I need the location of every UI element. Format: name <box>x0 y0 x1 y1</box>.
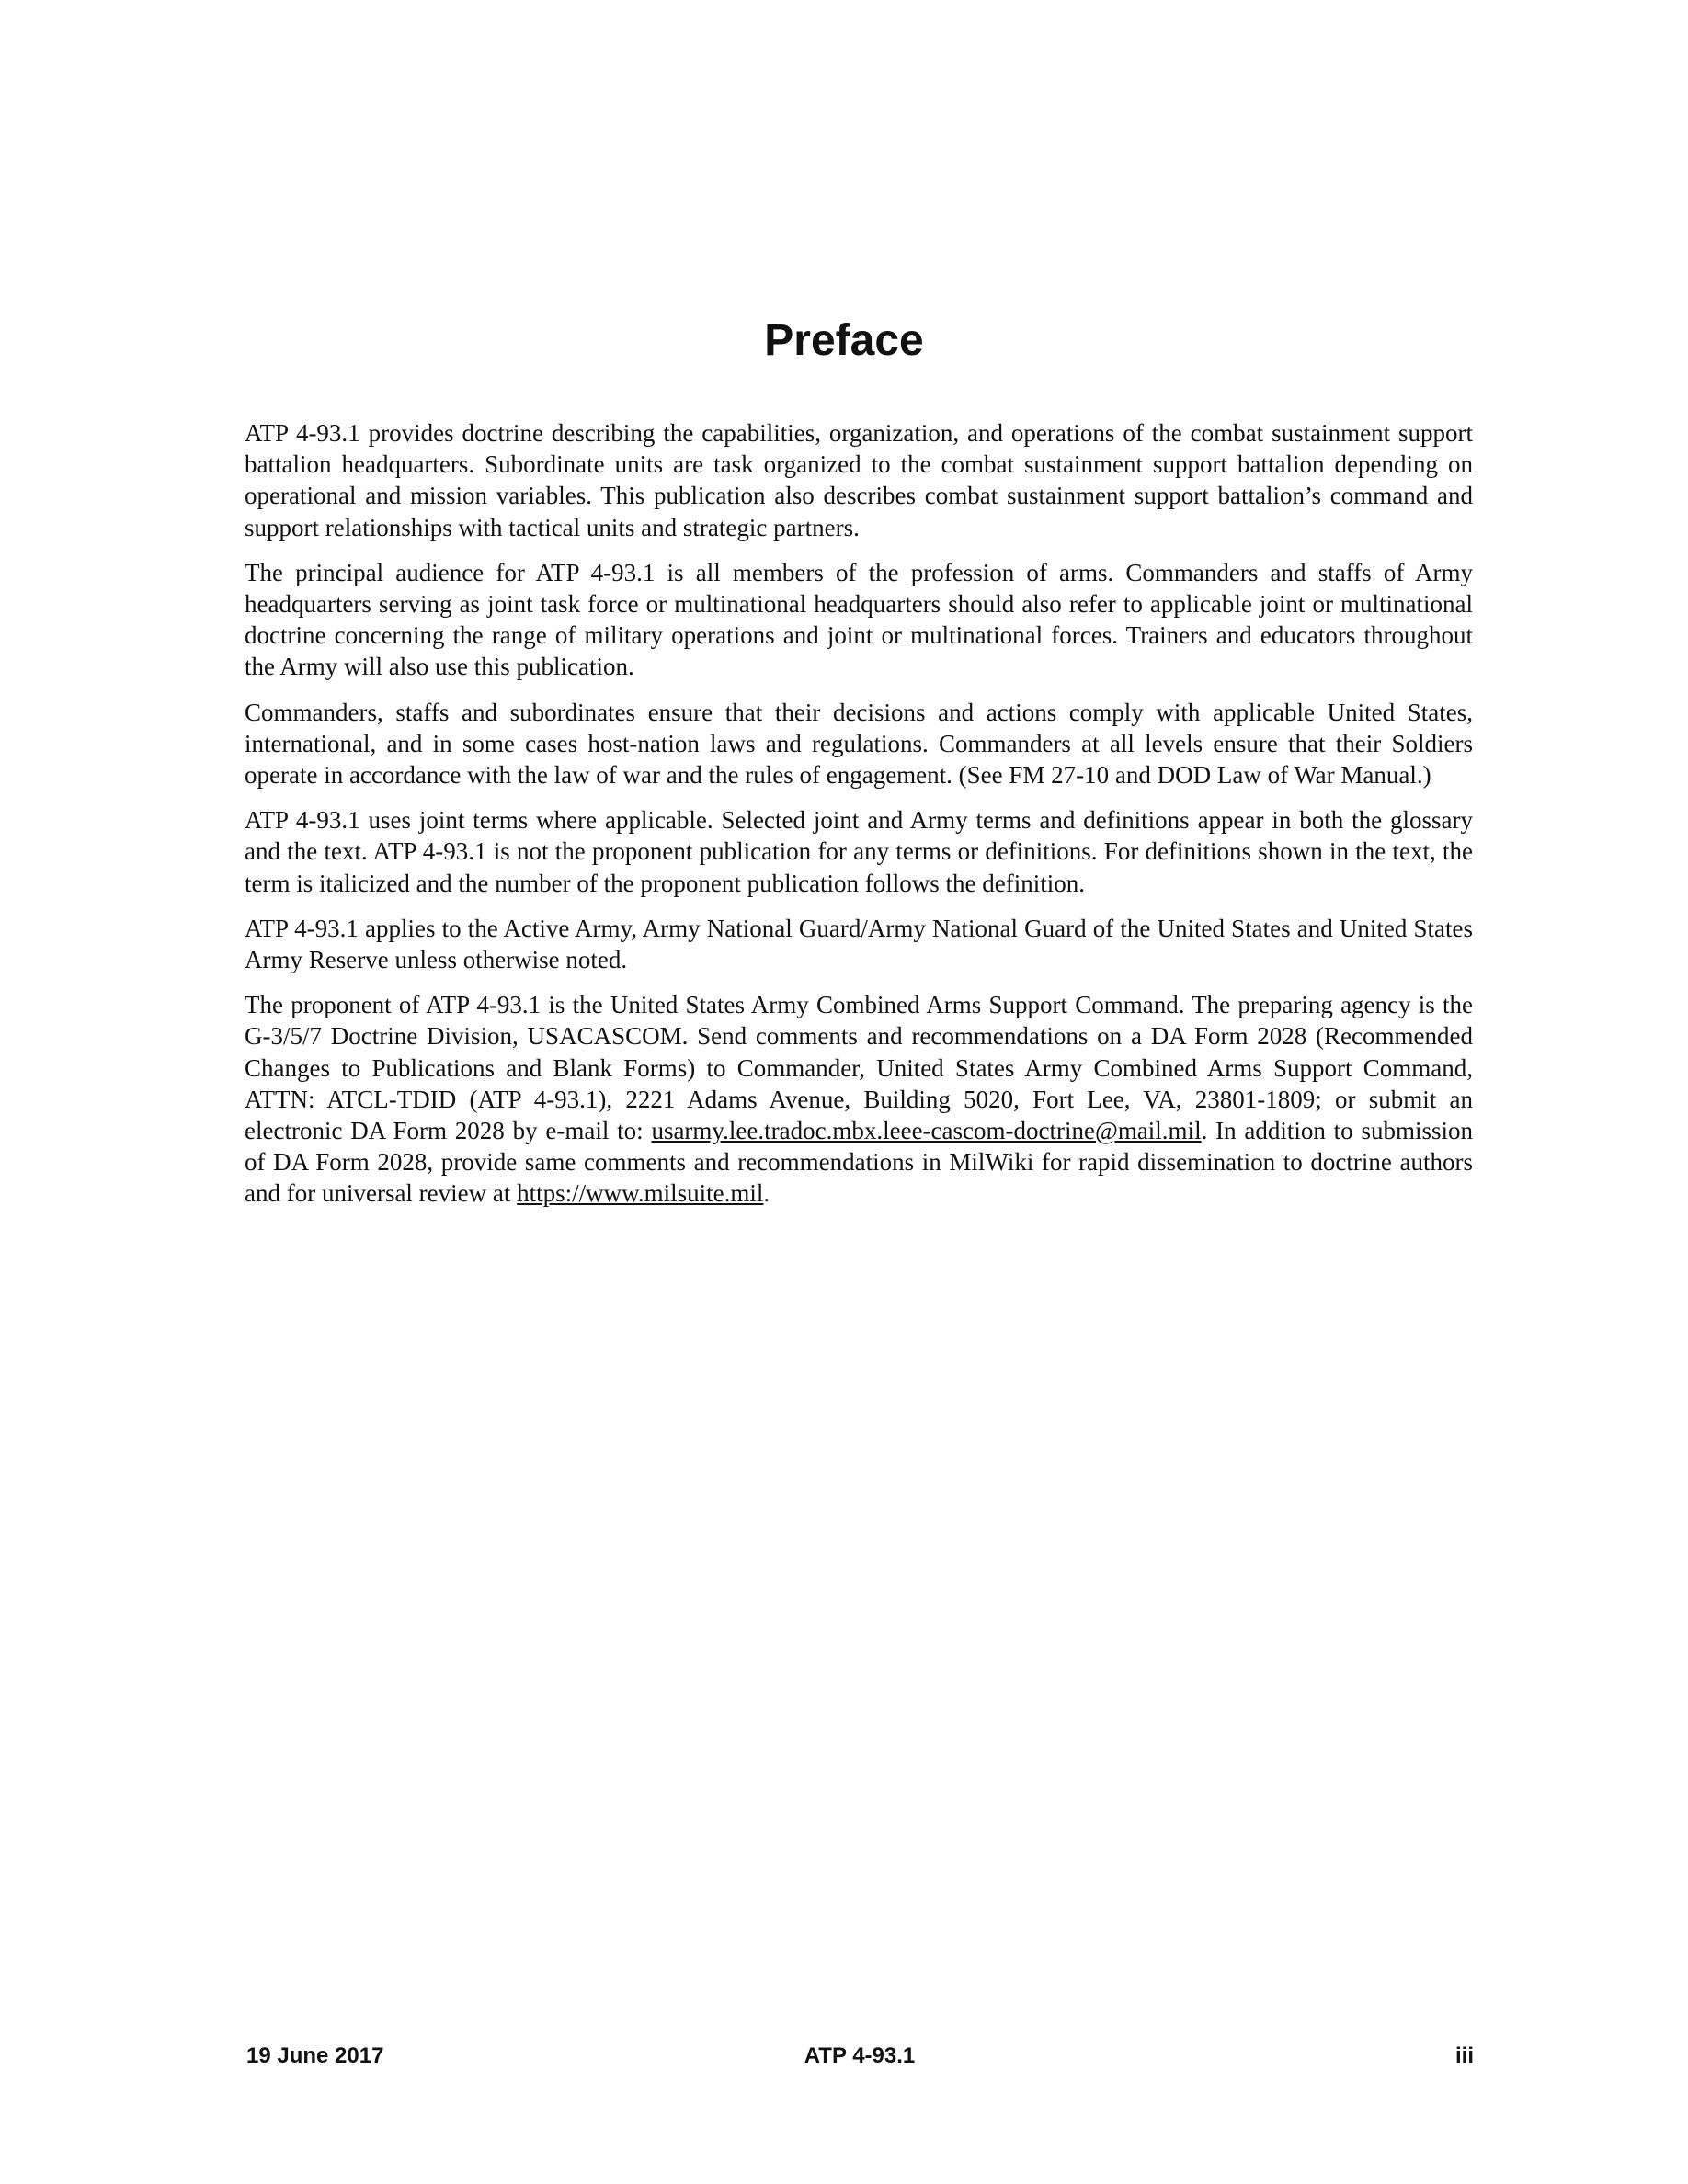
proponent-text-3: . <box>763 1179 770 1208</box>
doctrine-email-link[interactable]: usarmy.lee.tradoc.mbx.leee-cascom-doctrine@mail.mil <box>651 1117 1202 1145</box>
page-title: Preface <box>764 316 924 365</box>
milsuite-link[interactable]: https://www.milsuite.mil <box>517 1179 764 1208</box>
paragraph-proponent <box>245 989 1473 1209</box>
paragraph-terms: ATP 4-93.1 uses joint terms where applicable. Selected joint and Army terms and definitions appear in both the glossary and the text. ATP 4-93.1 is not the proponent publication for any terms or definitions. For definitions shown in the text, the term is italicized and the number of the proponent publication follows the definition. <box>245 806 1473 897</box>
proponent-text-2: . In addition to submission of DA Form 2028, provide same comments and recommendations in MilWiki for rapid dissemination to doctrine authors and for universal review at <box>245 1117 1473 1208</box>
proponent-text-1: The proponent of ATP 4-93.1 is the United States Army Combined Arms Support Command. The preparing agency is the G-3/5/7 Doctrine Division, USACASCOM. Send comments and recommendations on a DA Form 2028 (Recommended Changes to Publications and Blank Forms) to Commander, United States Army Combined Arms Support Command, ATTN: ATCL-TDID (ATP 4-93.1), 2221 Adams Avenue, Building 5020, Fort Lee, VA, 23801-1809; or submit an electronic DA Form 2028 by e-mail to: <box>245 991 1473 1145</box>
paragraph-audience: The principal audience for ATP 4-93.1 is all members of the profession of arms. Commanders and staffs of Army headquarters serving as joint task force or multinational headquarters should also refer to applicable joint or multinational doctrine concerning the range of military operations and joint or multinational forces. Trainers and educators throughout the Army will also use this publication. <box>245 558 1473 681</box>
footer-page-number: iii <box>1454 2043 1474 2068</box>
paragraph-purpose: ATP 4-93.1 provides doctrine describing the capabilities, organization, and operations of the combat sustainment support battalion headquarters. Subordinate units are task organized to the combat sustainment support battalion depending on operational and mission variables. This publication also describes combat sustainment support battalion’s command and support relationships with tactical units and strategic partners. <box>245 419 1473 541</box>
footer-date: 19 June 2017 <box>246 2043 384 2068</box>
paragraph-applicability: ATP 4-93.1 applies to the Active Army, Army National Guard/Army National Guard of the United States and United States Army Reserve unless otherwise noted. <box>245 914 1473 974</box>
preface-body <box>245 417 1473 1223</box>
footer-publication: ATP 4-93.1 <box>804 2043 916 2068</box>
paragraph-legal-compliance: Commanders, staffs and subordinates ensure that their decisions and actions comply with applicable United States, international, and in some cases host-nation laws and regulations. Commanders at all levels ensure that their Soldiers operate in accordance with the law of war and the rules of engagement. (See FM 27-10 and DOD Law of War Manual.) <box>245 698 1473 790</box>
